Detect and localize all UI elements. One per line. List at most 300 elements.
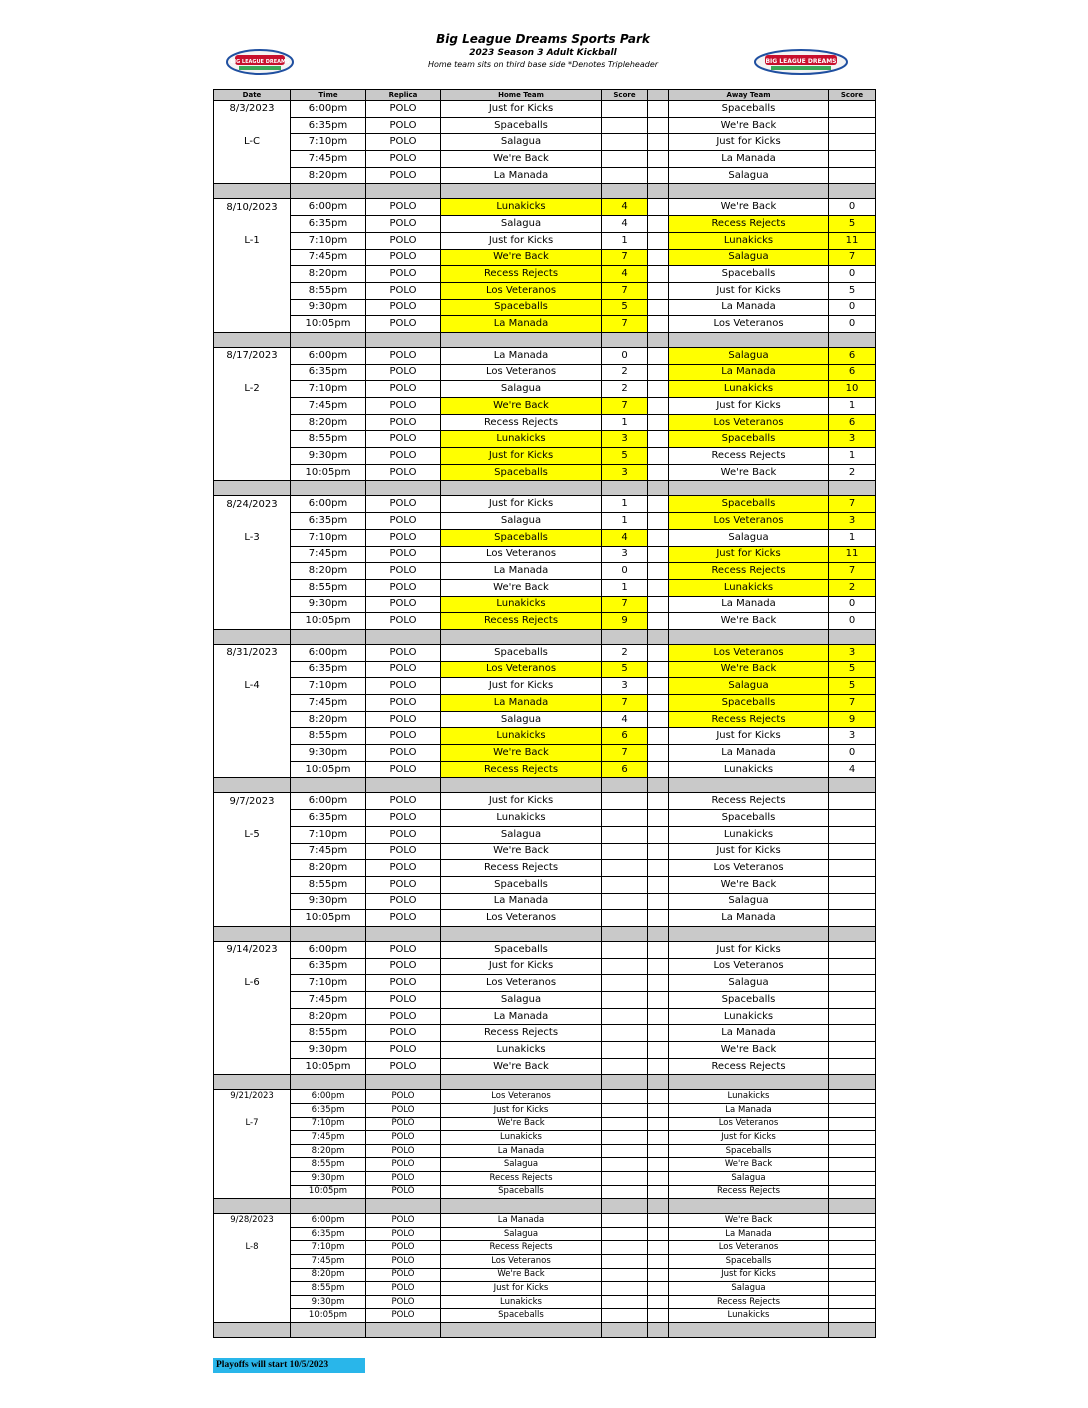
table-row bbox=[214, 1214, 876, 1228]
gap-cell bbox=[648, 826, 669, 843]
table-row bbox=[214, 910, 876, 927]
away-team-cell: We're Back bbox=[669, 661, 829, 678]
separator-cell bbox=[648, 629, 669, 644]
home-score-cell bbox=[602, 134, 648, 151]
away-score-cell: 11 bbox=[829, 232, 876, 249]
time-cell: 7:10pm bbox=[291, 1241, 366, 1255]
away-team-cell: Salagua bbox=[669, 347, 829, 364]
table-row bbox=[214, 728, 876, 745]
home-score-cell: 6 bbox=[602, 728, 648, 745]
week-separator-row bbox=[214, 184, 876, 199]
away-score-cell: 5 bbox=[829, 678, 876, 695]
col-header-time: Time bbox=[291, 90, 366, 101]
away-team-cell: Recess Rejects bbox=[669, 1295, 829, 1309]
date-cell bbox=[214, 1131, 291, 1145]
home-score-cell bbox=[602, 876, 648, 893]
home-team-cell: We're Back bbox=[441, 579, 602, 596]
away-team-cell: Salagua bbox=[669, 249, 829, 266]
separator-cell bbox=[829, 481, 876, 496]
time-cell: 10:05pm bbox=[291, 464, 366, 481]
home-score-cell bbox=[602, 1214, 648, 1228]
replica-cell: POLO bbox=[366, 398, 441, 415]
table-row bbox=[214, 843, 876, 860]
table-row bbox=[214, 644, 876, 661]
home-team-cell: Spaceballs bbox=[441, 1185, 602, 1199]
time-cell: 10:05pm bbox=[291, 910, 366, 927]
away-team-cell: We're Back bbox=[669, 876, 829, 893]
time-cell: 8:20pm bbox=[291, 860, 366, 877]
separator-cell bbox=[669, 481, 829, 496]
separator-cell bbox=[648, 332, 669, 347]
gap-cell bbox=[648, 1008, 669, 1025]
table-row bbox=[214, 695, 876, 712]
date-cell: 9/7/2023 bbox=[214, 793, 291, 810]
away-score-cell bbox=[829, 1185, 876, 1199]
separator-cell bbox=[441, 184, 602, 199]
gap-cell bbox=[648, 1104, 669, 1118]
gap-cell bbox=[648, 661, 669, 678]
home-team-cell: We're Back bbox=[441, 1117, 602, 1131]
away-score-cell bbox=[829, 1268, 876, 1282]
separator-cell bbox=[214, 778, 291, 793]
time-cell: 7:10pm bbox=[291, 529, 366, 546]
date-cell bbox=[214, 1268, 291, 1282]
separator-cell bbox=[829, 926, 876, 941]
date-cell: 9/28/2023 bbox=[214, 1214, 291, 1228]
gap-cell bbox=[648, 761, 669, 778]
date-cell bbox=[214, 843, 291, 860]
date-cell bbox=[214, 151, 291, 168]
date-cell: 8/24/2023 bbox=[214, 496, 291, 513]
table-row bbox=[214, 546, 876, 563]
header-row bbox=[214, 90, 876, 101]
time-cell: 9:30pm bbox=[291, 1295, 366, 1309]
home-team-cell: Spaceballs bbox=[441, 299, 602, 316]
week-separator-row bbox=[214, 1075, 876, 1090]
home-score-cell bbox=[602, 860, 648, 877]
home-score-cell bbox=[602, 1058, 648, 1075]
replica-cell: POLO bbox=[366, 151, 441, 168]
separator-cell bbox=[366, 778, 441, 793]
home-team-cell: Salagua bbox=[441, 134, 602, 151]
away-score-cell: 0 bbox=[829, 613, 876, 630]
away-score-cell: 7 bbox=[829, 496, 876, 513]
away-team-cell: Los Veteranos bbox=[669, 644, 829, 661]
time-cell: 7:45pm bbox=[291, 843, 366, 860]
away-team-cell: La Manada bbox=[669, 1104, 829, 1118]
away-score-cell: 3 bbox=[829, 644, 876, 661]
home-score-cell bbox=[602, 1025, 648, 1042]
col-header-date: Date bbox=[214, 90, 291, 101]
gap-cell bbox=[648, 1254, 669, 1268]
gap-cell bbox=[648, 745, 669, 762]
away-team-cell: Salagua bbox=[669, 1282, 829, 1296]
date-cell: L-4 bbox=[214, 678, 291, 695]
table-row bbox=[214, 381, 876, 398]
time-cell: 6:35pm bbox=[291, 364, 366, 381]
gap-cell bbox=[648, 793, 669, 810]
replica-cell: POLO bbox=[366, 249, 441, 266]
away-team-cell: Los Veteranos bbox=[669, 958, 829, 975]
time-cell: 10:05pm bbox=[291, 1309, 366, 1323]
away-score-cell: 5 bbox=[829, 661, 876, 678]
away-score-cell bbox=[829, 1058, 876, 1075]
replica-cell: POLO bbox=[366, 1172, 441, 1186]
date-cell: L-6 bbox=[214, 975, 291, 992]
away-score-cell bbox=[829, 134, 876, 151]
away-score-cell: 0 bbox=[829, 596, 876, 613]
table-row bbox=[214, 1282, 876, 1296]
time-cell: 8:55pm bbox=[291, 1158, 366, 1172]
date-cell: L-7 bbox=[214, 1117, 291, 1131]
replica-cell: POLO bbox=[366, 1227, 441, 1241]
replica-cell: POLO bbox=[366, 644, 441, 661]
separator-cell bbox=[669, 1199, 829, 1214]
home-team-cell: Just for Kicks bbox=[441, 958, 602, 975]
away-score-cell bbox=[829, 1282, 876, 1296]
table-row bbox=[214, 661, 876, 678]
time-cell: 10:05pm bbox=[291, 316, 366, 333]
away-score-cell bbox=[829, 941, 876, 958]
date-cell bbox=[214, 546, 291, 563]
away-team-cell: Spaceballs bbox=[669, 1254, 829, 1268]
table-row bbox=[214, 596, 876, 613]
away-team-cell: Recess Rejects bbox=[669, 1185, 829, 1199]
time-cell: 6:00pm bbox=[291, 1090, 366, 1104]
replica-cell: POLO bbox=[366, 1144, 441, 1158]
home-score-cell bbox=[602, 1172, 648, 1186]
home-team-cell: Lunakicks bbox=[441, 728, 602, 745]
time-cell: 9:30pm bbox=[291, 1172, 366, 1186]
date-cell bbox=[214, 167, 291, 184]
home-team-cell: Recess Rejects bbox=[441, 860, 602, 877]
separator-cell bbox=[441, 332, 602, 347]
away-team-cell: We're Back bbox=[669, 1042, 829, 1059]
away-score-cell: 6 bbox=[829, 414, 876, 431]
home-team-cell: Just for Kicks bbox=[441, 101, 602, 118]
date-cell: 8/17/2023 bbox=[214, 347, 291, 364]
away-score-cell: 7 bbox=[829, 563, 876, 580]
table-row bbox=[214, 761, 876, 778]
replica-cell: POLO bbox=[366, 1185, 441, 1199]
gap-cell bbox=[648, 695, 669, 712]
away-team-cell: Salagua bbox=[669, 1172, 829, 1186]
separator-cell bbox=[648, 1199, 669, 1214]
replica-cell: POLO bbox=[366, 893, 441, 910]
gap-cell bbox=[648, 860, 669, 877]
home-score-cell bbox=[602, 101, 648, 118]
separator-cell bbox=[648, 1322, 669, 1337]
gap-cell bbox=[648, 431, 669, 448]
table-row bbox=[214, 1227, 876, 1241]
date-cell bbox=[214, 1158, 291, 1172]
home-score-cell bbox=[602, 893, 648, 910]
gap-cell bbox=[648, 414, 669, 431]
page-header bbox=[213, 30, 875, 88]
col-header-away-team: Away Team bbox=[669, 90, 829, 101]
replica-cell: POLO bbox=[366, 1309, 441, 1323]
date-cell bbox=[214, 216, 291, 233]
home-score-cell: 3 bbox=[602, 464, 648, 481]
time-cell: 7:45pm bbox=[291, 249, 366, 266]
date-cell bbox=[214, 661, 291, 678]
home-score-cell bbox=[602, 1185, 648, 1199]
home-team-cell: Los Veteranos bbox=[441, 661, 602, 678]
home-team-cell: Los Veteranos bbox=[441, 1254, 602, 1268]
home-team-cell: Recess Rejects bbox=[441, 1241, 602, 1255]
replica-cell: POLO bbox=[366, 1131, 441, 1145]
table-row bbox=[214, 101, 876, 118]
home-score-cell: 5 bbox=[602, 299, 648, 316]
away-score-cell bbox=[829, 101, 876, 118]
away-team-cell: Salagua bbox=[669, 529, 829, 546]
gap-cell bbox=[648, 893, 669, 910]
date-cell: 8/3/2023 bbox=[214, 101, 291, 118]
home-team-cell: Recess Rejects bbox=[441, 266, 602, 283]
gap-cell bbox=[648, 216, 669, 233]
away-team-cell: Recess Rejects bbox=[669, 711, 829, 728]
home-score-cell bbox=[602, 1295, 648, 1309]
separator-cell bbox=[291, 1322, 366, 1337]
time-cell: 9:30pm bbox=[291, 299, 366, 316]
time-cell: 7:10pm bbox=[291, 975, 366, 992]
time-cell: 9:30pm bbox=[291, 893, 366, 910]
gap-cell bbox=[648, 941, 669, 958]
home-team-cell: We're Back bbox=[441, 151, 602, 168]
home-team-cell: La Manada bbox=[441, 695, 602, 712]
away-team-cell: Lunakicks bbox=[669, 1309, 829, 1323]
separator-cell bbox=[441, 1075, 602, 1090]
table-row bbox=[214, 167, 876, 184]
away-score-cell: 5 bbox=[829, 282, 876, 299]
replica-cell: POLO bbox=[366, 1295, 441, 1309]
away-score-cell bbox=[829, 810, 876, 827]
table-row bbox=[214, 1131, 876, 1145]
separator-cell bbox=[366, 184, 441, 199]
gap-cell bbox=[648, 1185, 669, 1199]
date-cell bbox=[214, 876, 291, 893]
home-score-cell bbox=[602, 1227, 648, 1241]
separator-cell bbox=[441, 778, 602, 793]
gap-cell bbox=[648, 678, 669, 695]
time-cell: 6:35pm bbox=[291, 661, 366, 678]
home-team-cell: Los Veteranos bbox=[441, 364, 602, 381]
home-team-cell: Los Veteranos bbox=[441, 910, 602, 927]
replica-cell: POLO bbox=[366, 1025, 441, 1042]
replica-cell: POLO bbox=[366, 860, 441, 877]
separator-cell bbox=[214, 1075, 291, 1090]
gap-cell bbox=[648, 364, 669, 381]
date-cell bbox=[214, 266, 291, 283]
table-row bbox=[214, 1104, 876, 1118]
date-cell bbox=[214, 563, 291, 580]
away-score-cell bbox=[829, 1008, 876, 1025]
table-row bbox=[214, 347, 876, 364]
replica-cell: POLO bbox=[366, 232, 441, 249]
away-team-cell: Spaceballs bbox=[669, 992, 829, 1009]
home-score-cell bbox=[602, 1254, 648, 1268]
away-score-cell: 6 bbox=[829, 347, 876, 364]
time-cell: 8:55pm bbox=[291, 876, 366, 893]
time-cell: 7:45pm bbox=[291, 1131, 366, 1145]
gap-cell bbox=[648, 167, 669, 184]
table-row bbox=[214, 711, 876, 728]
home-score-cell bbox=[602, 910, 648, 927]
gap-cell bbox=[648, 529, 669, 546]
home-team-cell: Recess Rejects bbox=[441, 414, 602, 431]
away-team-cell: Spaceballs bbox=[669, 810, 829, 827]
away-score-cell bbox=[829, 1117, 876, 1131]
separator-cell bbox=[602, 926, 648, 941]
gap-cell bbox=[648, 1241, 669, 1255]
home-team-cell: Los Veteranos bbox=[441, 1090, 602, 1104]
date-cell: L-C bbox=[214, 134, 291, 151]
separator-cell bbox=[291, 1199, 366, 1214]
home-team-cell: Just for Kicks bbox=[441, 1282, 602, 1296]
away-team-cell: Los Veteranos bbox=[669, 513, 829, 530]
date-cell bbox=[214, 398, 291, 415]
replica-cell: POLO bbox=[366, 464, 441, 481]
home-team-cell: Recess Rejects bbox=[441, 1172, 602, 1186]
gap-cell bbox=[648, 644, 669, 661]
separator-cell bbox=[669, 1075, 829, 1090]
away-score-cell: 11 bbox=[829, 546, 876, 563]
date-cell bbox=[214, 513, 291, 530]
replica-cell: POLO bbox=[366, 529, 441, 546]
away-team-cell: Lunakicks bbox=[669, 1090, 829, 1104]
time-cell: 6:00pm bbox=[291, 101, 366, 118]
date-cell bbox=[214, 728, 291, 745]
home-team-cell: Salagua bbox=[441, 992, 602, 1009]
time-cell: 8:55pm bbox=[291, 728, 366, 745]
week-separator-row bbox=[214, 926, 876, 941]
time-cell: 7:45pm bbox=[291, 695, 366, 712]
date-cell bbox=[214, 761, 291, 778]
home-team-cell: Lunakicks bbox=[441, 199, 602, 216]
col-header-gap bbox=[648, 90, 669, 101]
time-cell: 7:45pm bbox=[291, 398, 366, 415]
separator-cell bbox=[602, 778, 648, 793]
home-team-cell: Salagua bbox=[441, 711, 602, 728]
away-team-cell: La Manada bbox=[669, 745, 829, 762]
gap-cell bbox=[648, 496, 669, 513]
table-row bbox=[214, 364, 876, 381]
time-cell: 9:30pm bbox=[291, 745, 366, 762]
replica-cell: POLO bbox=[366, 1042, 441, 1059]
away-score-cell: 3 bbox=[829, 431, 876, 448]
separator-cell bbox=[291, 926, 366, 941]
away-team-cell: Lunakicks bbox=[669, 381, 829, 398]
time-cell: 6:00pm bbox=[291, 496, 366, 513]
away-score-cell: 3 bbox=[829, 728, 876, 745]
date-cell bbox=[214, 893, 291, 910]
separator-cell bbox=[829, 332, 876, 347]
gap-cell bbox=[648, 876, 669, 893]
week-separator-row bbox=[214, 481, 876, 496]
gap-cell bbox=[648, 299, 669, 316]
away-team-cell: Spaceballs bbox=[669, 431, 829, 448]
home-score-cell: 0 bbox=[602, 563, 648, 580]
away-score-cell bbox=[829, 1090, 876, 1104]
table-row bbox=[214, 496, 876, 513]
table-row bbox=[214, 1295, 876, 1309]
home-team-cell: We're Back bbox=[441, 398, 602, 415]
table-row bbox=[214, 282, 876, 299]
separator-cell bbox=[829, 1199, 876, 1214]
time-cell: 10:05pm bbox=[291, 761, 366, 778]
away-score-cell bbox=[829, 826, 876, 843]
home-score-cell bbox=[602, 826, 648, 843]
date-cell bbox=[214, 431, 291, 448]
separator-cell bbox=[291, 778, 366, 793]
date-cell: L-5 bbox=[214, 826, 291, 843]
away-team-cell: Los Veteranos bbox=[669, 414, 829, 431]
home-score-cell: 2 bbox=[602, 364, 648, 381]
separator-cell bbox=[602, 332, 648, 347]
separator-cell bbox=[669, 184, 829, 199]
gap-cell bbox=[648, 282, 669, 299]
date-cell: L-1 bbox=[214, 232, 291, 249]
home-score-cell: 3 bbox=[602, 546, 648, 563]
replica-cell: POLO bbox=[366, 1241, 441, 1255]
table-row bbox=[214, 299, 876, 316]
away-score-cell: 3 bbox=[829, 513, 876, 530]
home-team-cell: Lunakicks bbox=[441, 810, 602, 827]
home-team-cell: We're Back bbox=[441, 1058, 602, 1075]
home-score-cell bbox=[602, 151, 648, 168]
league-logo-left bbox=[225, 46, 295, 76]
date-cell bbox=[214, 117, 291, 134]
gap-cell bbox=[648, 448, 669, 465]
away-team-cell: Los Veteranos bbox=[669, 1117, 829, 1131]
time-cell: 8:55pm bbox=[291, 1025, 366, 1042]
date-cell bbox=[214, 745, 291, 762]
replica-cell: POLO bbox=[366, 448, 441, 465]
time-cell: 6:35pm bbox=[291, 1104, 366, 1118]
separator-cell bbox=[291, 481, 366, 496]
separator-cell bbox=[214, 629, 291, 644]
time-cell: 8:55pm bbox=[291, 431, 366, 448]
separator-cell bbox=[829, 1322, 876, 1337]
table-row bbox=[214, 1144, 876, 1158]
date-cell: L-8 bbox=[214, 1241, 291, 1255]
schedule-body bbox=[214, 101, 876, 1338]
replica-cell: POLO bbox=[366, 992, 441, 1009]
table-row bbox=[214, 992, 876, 1009]
replica-cell: POLO bbox=[366, 695, 441, 712]
replica-cell: POLO bbox=[366, 1214, 441, 1228]
date-cell bbox=[214, 860, 291, 877]
gap-cell bbox=[648, 1282, 669, 1296]
home-score-cell bbox=[602, 1090, 648, 1104]
gap-cell bbox=[648, 117, 669, 134]
home-score-cell bbox=[602, 1117, 648, 1131]
home-team-cell: Spaceballs bbox=[441, 941, 602, 958]
home-score-cell: 7 bbox=[602, 398, 648, 415]
time-cell: 8:20pm bbox=[291, 414, 366, 431]
home-score-cell: 7 bbox=[602, 249, 648, 266]
away-score-cell: 0 bbox=[829, 316, 876, 333]
page-title: Big League Dreams Sports Park bbox=[436, 32, 650, 46]
home-score-cell: 5 bbox=[602, 661, 648, 678]
separator-cell bbox=[602, 481, 648, 496]
away-team-cell: Salagua bbox=[669, 975, 829, 992]
home-team-cell: Lunakicks bbox=[441, 1131, 602, 1145]
gap-cell bbox=[648, 1172, 669, 1186]
replica-cell: POLO bbox=[366, 167, 441, 184]
gap-cell bbox=[648, 1117, 669, 1131]
away-team-cell: Lunakicks bbox=[669, 232, 829, 249]
